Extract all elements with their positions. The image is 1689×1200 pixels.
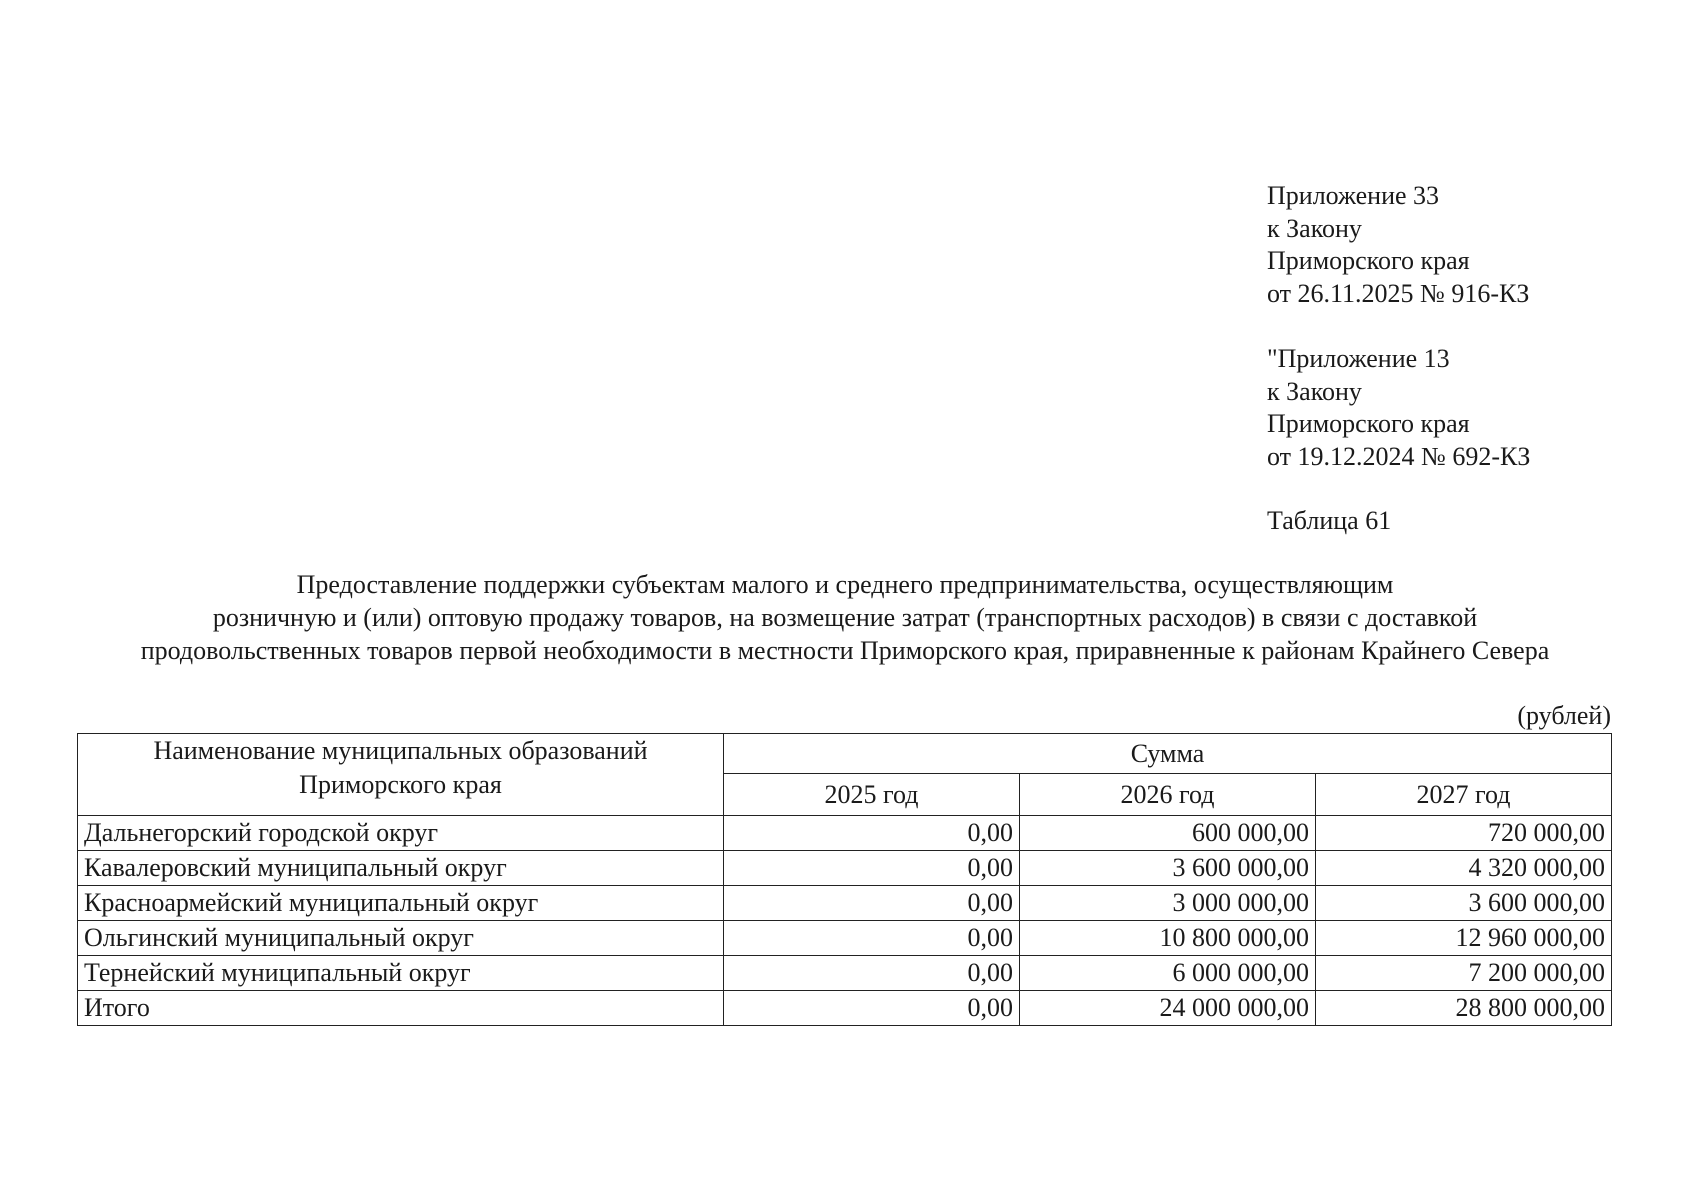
annex-current-reference	[1267, 180, 1529, 310]
title-line: розничную и (или) оптовую продажу товаров, на возмещение затрат (транспортных расходов) в связи с доставкой	[212, 603, 1478, 632]
annex-line: "Приложение 13	[1267, 344, 1450, 373]
amount-2026: 3 600 000,00	[1020, 851, 1316, 886]
municipality-name: Красноармейский муниципальный округ	[78, 886, 724, 921]
table-row	[78, 956, 1612, 991]
total-label: Итого	[78, 991, 724, 1026]
municipality-name: Кавалеровский муниципальный округ	[78, 851, 724, 886]
column-header-year: 2027 год	[1316, 774, 1612, 816]
amount-2025: 0,00	[724, 851, 1020, 886]
annex-line: к Закону	[1267, 213, 1362, 243]
column-header-year: 2026 год	[1020, 774, 1316, 816]
amount-2027: 12 960 000,00	[1316, 921, 1612, 956]
title-line: продовольственных товаров первой необходимости в местности Приморского края, приравненные к районам Крайнего Севера	[140, 636, 1550, 665]
header-name-line: Приморского края	[299, 770, 502, 799]
unit-label: (рублей)	[1517, 701, 1611, 730]
amount-2025: 0,00	[724, 886, 1020, 921]
amount-2026: 600 000,00	[1020, 816, 1316, 851]
header-name-line: Наименование муниципальных образований	[153, 736, 648, 765]
amount-2025: 0,00	[724, 921, 1020, 956]
municipality-name: Ольгинский муниципальный округ	[78, 921, 724, 956]
table-row	[78, 921, 1612, 956]
annex-line: Приложение 33	[1267, 181, 1440, 210]
annex-amended-reference	[1267, 343, 1530, 473]
municipality-name: Дальнегорский городской округ	[78, 816, 724, 851]
amount-2027: 3 600 000,00	[1316, 886, 1612, 921]
annex-line: от 26.11.2025 № 916-КЗ	[1267, 278, 1530, 308]
table-number: Таблица 61	[1267, 506, 1392, 535]
table-row	[78, 886, 1612, 921]
table-total-row	[78, 991, 1612, 1026]
amount-2026: 10 800 000,00	[1020, 921, 1316, 956]
table-row	[78, 851, 1612, 886]
total-2027: 28 800 000,00	[1316, 991, 1612, 1026]
total-2025: 0,00	[724, 991, 1020, 1026]
total-2026: 24 000 000,00	[1020, 991, 1316, 1026]
municipality-name: Тернейский муниципальный округ	[78, 956, 724, 991]
column-header-year: 2025 год	[724, 774, 1020, 816]
column-header-name	[78, 734, 724, 816]
amount-2027: 720 000,00	[1316, 816, 1612, 851]
annex-line: к Закону	[1267, 376, 1362, 406]
table-row	[78, 816, 1612, 851]
amount-2026: 3 000 000,00	[1020, 886, 1316, 921]
amount-2025: 0,00	[724, 816, 1020, 851]
amount-2026: 6 000 000,00	[1020, 956, 1316, 991]
annex-line: от 19.12.2024 № 692-КЗ	[1267, 441, 1531, 471]
annex-line: Приморского края	[1267, 246, 1470, 275]
amount-2027: 7 200 000,00	[1316, 956, 1612, 991]
annex-line: Приморского края	[1267, 409, 1470, 438]
table-header-row	[78, 734, 1612, 774]
amount-2025: 0,00	[724, 956, 1020, 991]
document-title	[40, 568, 1650, 667]
budget-table	[77, 733, 1612, 1026]
amount-2027: 4 320 000,00	[1316, 851, 1612, 886]
column-header-sum: Сумма	[724, 734, 1612, 774]
title-line: Предоставление поддержки субъектам малого и среднего предпринимательства, осуществляющим	[296, 570, 1394, 599]
